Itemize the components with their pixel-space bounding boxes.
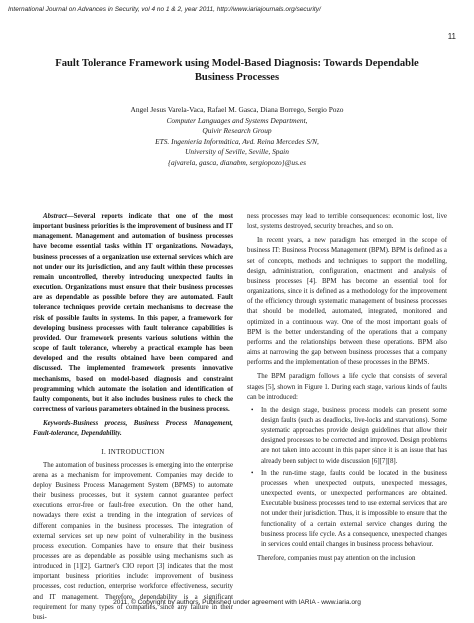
right-column [247, 212, 447, 564]
author-block [40, 105, 434, 169]
section-heading-introduction: I. INTRODUCTION [101, 448, 165, 457]
keywords: Keywords-Business process, Business Process Management, Fault-tolerance, Dependability. [33, 420, 233, 438]
page-number: 11 [447, 32, 456, 41]
affiliation-line: Computer Languages and Systems Department, [166, 115, 308, 125]
affiliation-line: Quivir Research Group [202, 126, 272, 136]
intro-paragraph: The automation of business processes is emerging into the enterprise arena as a mechanism for improvement. Companies may decide to deploy Business Process Management System (BPMS) to automate their business processes, but it system cannot guarantee perfect executions error-free or fault-free execution. On the other hand, nowadays there exist a trending in the integration of services of different companies in the business processes. The integration of external services set up new point of vulnerability in the business process execution. Companies have to ensure that their business processes are as dependable as possible using mechanisms such as introduced in [1][2]. Gartner's CIO report [3] indicates that the most important business priorities include: improvement of business processes, cost reduction, enterprise workforce effectiveness, security and IT management. Therefore, dependability is a significant requirement for many types of companies, since any failure in their busi- [33, 461, 233, 621]
abstract-lead: Abstract [43, 213, 67, 220]
copyright-footer: 2011, © Copyright by authors, Published under agreement with IARIA - www.iaria.org [113, 599, 361, 606]
journal-header: International Journal on Advances in Security, vol 4 no 1 & 2, year 2011, http://www.iariajournals.org/security/ [8, 6, 321, 13]
affiliation-line: ETS. Ingeniería Informática, Avd. Reina Mercedes S/N, [155, 136, 319, 146]
author-names: Angel Jesus Varela-Vaca, Rafael M. Gasca, Diana Borrego, Sergio Pozo [130, 105, 344, 114]
bullet-icon: • [251, 406, 254, 414]
list-item [247, 469, 447, 550]
list-item-text: In the design stage, business process models can present some design faults (such as deadlocks, live-locks and starvations). Some systematic approaches provide design guidelines that allow their designed processes to be corrected and improved. Design problems are not taken into account in this paper since it is an issue that has already been subject to wide discussion [6][7][8]. [261, 406, 447, 465]
author-emails: {ajvarela, gasca, dianabm, sergiopozo}@us.es [168, 157, 306, 167]
abstract-text: —Several reports indicate that one of the most important business priorities is the improvement of business and IT management. Management and automation of business processes have become essential tasks within IT organizations. Nowadays, business processes of a organization use external services which are not under our its jurisdiction, and any fault within these processes remain uncontrolled, thereby introducing unexpected faults in execution. Organizations must ensure that their business processes are as dependable as possible before they are automated. Fault tolerance techniques provide certain mechanisms to decrease the risk of possible faults in systems. In this paper, a framework for developing business processes with fault tolerance capabilities is provided. Our framework presents various solutions within the scope of fault tolerance, whereby a practical example has been developed and the results obtained have been compared and discussed. The implemented framework presents innovative mechanisms, based on model-based diagnosis and constraint programming which automate the isolation and identification of faulty components, but it also includes business rules to check the correctness of various parameters obtained in the business process. [33, 213, 233, 413]
bullet-icon: • [251, 469, 254, 477]
paper-title: Fault Tolerance Framework using Model-Based Diagnosis: Towards Dependable Business Processes [55, 58, 419, 83]
list-item [247, 406, 447, 467]
fault-stage-list [247, 406, 447, 550]
abstract [33, 212, 233, 415]
continuation-paragraph: ness processes may lead to terrible consequences: economic lost, live lost, systems destroyed, security breaches, and so on. [247, 213, 447, 231]
lifecycle-paragraph: The BPM paradigm follows a life cycle that consists of several stages [5], shown in Figure 1. During each stage, various kinds of faults can be introduced: [247, 373, 447, 401]
left-column [33, 212, 233, 623]
closing-paragraph: Therefore, companies must pay attention on the inclusion [257, 555, 416, 562]
affiliation-line: University of Seville, Seville, Spain [185, 147, 289, 157]
list-item-text: In the run-time stage, faults could be located in the business processes when unexpected outputs, unexpected messages, unexpected events, or unexpected performances are obtained. Executable business processes tend to use external services that are not under their jurisdiction. Thus, it is impossible to ensure that the functionality of a certain external service changes during the business process life cycle. As a consequence, unexpected changes in services could entail changes in business process behaviour. [261, 469, 447, 548]
bpm-paragraph: In recent years, a new paradigm has emerged in the scope of business IT: Business Process Management (BPM). BPM is defined as a set of concepts, methods and techniques to support the modelling, design, administration, configuration, enactment and analysis of business processes [4]. BPM has become an essential tool for organizations, since it is defined as a methodology for the improvement of the efficiency through systematic management of business processes that should be modelled, automated, integrated, monitored and optimized in a continuous way. One of the most important goals of BPM is the better understanding of the operations that a company performs and the relationships between these operations. BPM also aims at narrowing the gap between business processes that a company performs and the implementation of these processes in the BPMS. [247, 237, 447, 367]
